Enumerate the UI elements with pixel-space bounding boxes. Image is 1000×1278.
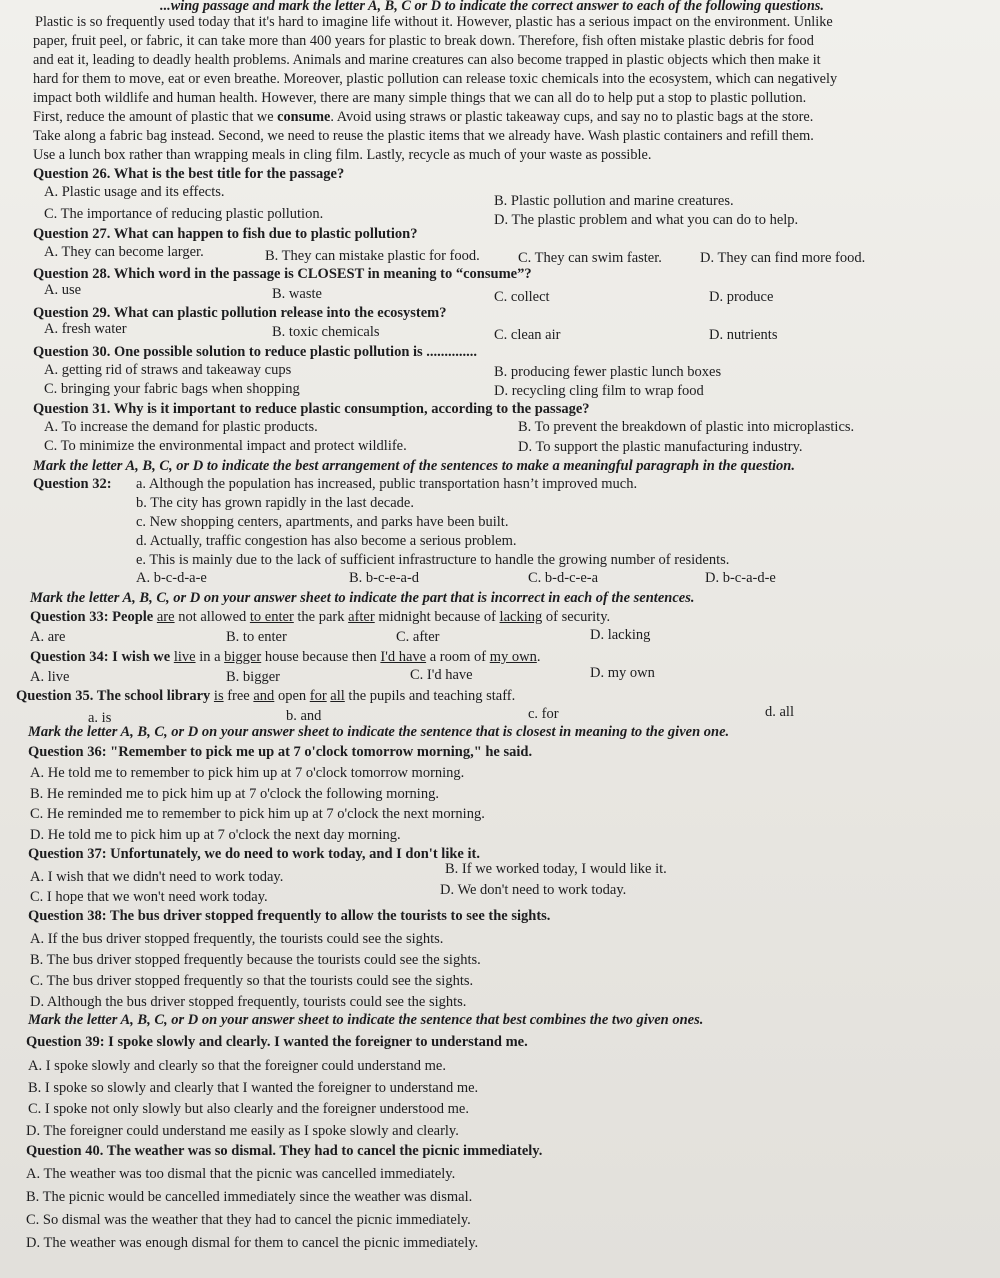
q35-option-a[interactable]: a. is xyxy=(88,710,112,726)
passage-line-6-pre: First, reduce the amount of plastic that we xyxy=(33,109,278,125)
question-36-stem: Question 36: "Remember to pick me up at 7 o'clock tomorrow morning," he said. xyxy=(28,744,533,760)
q27-option-b[interactable]: B. They can mistake plastic for food. xyxy=(265,248,480,264)
q29-option-a[interactable]: A. fresh water xyxy=(44,321,127,337)
question-40-stem: Question 40. The weather was so dismal. They had to cancel the picnic immediately. xyxy=(26,1143,543,1159)
passage-line-3: and eat it, leading to deadly health problems. Animals and marine creatures can also become trapped in plastic objects which then make it xyxy=(33,52,821,68)
passage-line-2: paper, fruit peel, or fabric, it can take more than 400 years for plastic to break down. Therefore, fish often mistake plastic debris for food xyxy=(33,33,814,49)
q28-option-b[interactable]: B. waste xyxy=(272,286,322,302)
q34-text-4: a room of xyxy=(426,649,490,665)
q33-option-d[interactable]: D. lacking xyxy=(590,627,651,643)
q29-option-d[interactable]: D. nutrients xyxy=(709,327,778,343)
q39-option-d[interactable]: D. The foreigner could understand me easily as I spoke slowly and clearly. xyxy=(26,1123,459,1139)
question-38-stem: Question 38: The bus driver stopped frequently to allow the tourists to see the sights. xyxy=(28,908,551,924)
q32-sentence-b: b. The city has grown rapidly in the last decade. xyxy=(136,495,414,511)
question-35-stem xyxy=(16,688,515,705)
passage-word-consume: consume xyxy=(277,109,331,125)
q34-option-b[interactable]: B. bigger xyxy=(226,669,280,685)
q40-option-d[interactable]: D. The weather was enough dismal for them to cancel the picnic immediately. xyxy=(26,1235,479,1251)
q30-option-b[interactable]: B. producing fewer plastic lunch boxes xyxy=(494,364,722,380)
question-29-stem: Question 29. What can plastic pollution release into the ecosystem? xyxy=(33,305,447,321)
q40-option-a[interactable]: A. The weather was too dismal that the picnic was cancelled immediately. xyxy=(26,1166,456,1182)
q38-option-d[interactable]: D. Although the bus driver stopped frequently, tourists could see the sights. xyxy=(30,994,467,1010)
q34-underline-a: live xyxy=(173,649,196,665)
q32-sentence-c: c. New shopping centers, apartments, and parks have been built. xyxy=(136,514,509,530)
q33-text-3: the park xyxy=(293,609,349,625)
q33-underline-b: to enter xyxy=(249,609,294,625)
q35-option-c[interactable]: c. for xyxy=(528,706,559,722)
passage-line-6-post: . Avoid using straws or plastic takeaway cups, and say no to plastic bags at the store. xyxy=(330,109,814,125)
q31-option-a[interactable]: A. To increase the demand for plastic products. xyxy=(44,419,318,435)
question-32-label: Question 32: xyxy=(33,476,112,492)
q34-option-d[interactable]: D. my own xyxy=(590,665,655,681)
q31-option-d[interactable]: D. To support the plastic manufacturing industry. xyxy=(518,439,803,455)
section-arrangement-instruction: Mark the letter A, B, C, or D to indicate the best arrangement of the sentences to make a meaningful paragraph in the question. xyxy=(33,458,795,474)
q33-text-1: Question 33: People xyxy=(30,609,157,625)
q30-option-c[interactable]: C. bringing your fabric bags when shopping xyxy=(44,381,300,397)
q38-option-a[interactable]: A. If the bus driver stopped frequently, the tourists could see the sights. xyxy=(30,931,444,947)
q35-underline-b: and xyxy=(253,688,275,704)
q35-option-b[interactable]: b. and xyxy=(286,708,322,724)
q30-option-d[interactable]: D. recycling cling film to wrap food xyxy=(494,383,704,399)
q33-option-a[interactable]: A. are xyxy=(30,629,66,645)
q28-option-c[interactable]: C. collect xyxy=(494,289,550,305)
q27-option-c[interactable]: C. They can swim faster. xyxy=(518,250,662,266)
passage-line-7: Take along a fabric bag instead. Second, we need to reuse the plastic items that we already have. Wash plastic containers and refill them. xyxy=(33,128,814,144)
q33-underline-c: after xyxy=(348,609,375,625)
q33-text-2: not allowed xyxy=(174,609,250,625)
q32-option-c[interactable]: C. b-d-c-e-a xyxy=(528,570,599,586)
question-33-stem xyxy=(30,609,610,626)
q33-text-4: midnight because of xyxy=(374,609,500,625)
q40-option-c[interactable]: C. So dismal was the weather that they had to cancel the picnic immediately. xyxy=(26,1212,471,1228)
q35-text-2: free xyxy=(223,688,254,704)
q33-option-b[interactable]: B. to enter xyxy=(226,629,287,645)
q34-text-5: . xyxy=(536,649,541,665)
question-39-stem: Question 39: I spoke slowly and clearly. I wanted the foreigner to understand me. xyxy=(26,1034,528,1050)
question-26-stem: Question 26. What is the best title for the passage? xyxy=(33,166,345,182)
q39-option-a[interactable]: A. I spoke slowly and clearly so that the foreigner could understand me. xyxy=(28,1058,446,1074)
q35-text-5: the pupils and teaching staff. xyxy=(344,688,516,704)
q35-underline-a: is xyxy=(213,688,224,704)
q36-option-a[interactable]: A. He told me to remember to pick him up at 7 o'clock tomorrow morning. xyxy=(30,765,465,781)
q27-option-a[interactable]: A. They can become larger. xyxy=(44,244,204,260)
q34-text-2: in a xyxy=(195,649,225,665)
q35-option-d[interactable]: d. all xyxy=(765,704,794,720)
q29-option-c[interactable]: C. clean air xyxy=(494,327,561,343)
question-27-stem: Question 27. What can happen to fish due to plastic pollution? xyxy=(33,226,418,242)
q36-option-c[interactable]: C. He reminded me to remember to pick him up at 7 o'clock the next morning. xyxy=(30,806,485,822)
q28-option-a[interactable]: A. use xyxy=(44,282,82,298)
passage-line-8: Use a lunch box rather than wrapping meals in cling film. Lastly, recycle as much of your waste as possible. xyxy=(33,147,652,163)
passage-instruction: ...wing passage and mark the letter A, B, C or D to indicate the correct answer to each of the following questions. xyxy=(160,0,824,14)
passage-line-4: hard for them to move, eat or even breathe. Moreover, plastic pollution can release toxic chemicals into the ecosystem, which can negatively xyxy=(33,71,838,87)
q34-option-a[interactable]: A. live xyxy=(30,669,70,685)
q30-option-a[interactable]: A. getting rid of straws and takeaway cups xyxy=(44,362,292,378)
passage-line-1: Plastic is so frequently used today that it's hard to imagine life without it. However, plastic has a serious impact on the environment. Unlike xyxy=(35,14,833,30)
question-30-stem: Question 30. One possible solution to reduce plastic pollution is .............. xyxy=(33,344,478,360)
q29-option-b[interactable]: B. toxic chemicals xyxy=(272,324,380,340)
q35-underline-c: for xyxy=(309,688,327,704)
q32-option-b[interactable]: B. b-c-e-a-d xyxy=(349,570,420,586)
q32-option-a[interactable]: A. b-c-d-a-e xyxy=(136,570,207,586)
q35-text-1: Question 35. The school library xyxy=(16,688,214,704)
q33-option-c[interactable]: C. after xyxy=(396,629,440,645)
q37-option-a[interactable]: A. I wish that we didn't need to work today. xyxy=(30,869,284,885)
passage-line-6 xyxy=(33,109,813,126)
q34-underline-d: my own xyxy=(489,649,537,665)
q34-text-1: Question 34: I wish we xyxy=(30,649,174,665)
q33-underline-d: lacking xyxy=(499,609,543,625)
q28-option-d[interactable]: D. produce xyxy=(709,289,774,305)
section-closest-meaning-instruction: Mark the letter A, B, C, or D on your answer sheet to indicate the sentence that is closest in meaning to the given one. xyxy=(28,724,730,740)
q35-text-3: open xyxy=(274,688,310,704)
q31-option-b[interactable]: B. To prevent the breakdown of plastic into microplastics. xyxy=(518,419,855,435)
q34-underline-c: I'd have xyxy=(380,649,427,665)
q32-sentence-e: e. This is mainly due to the lack of sufficient infrastructure to handle the growing number of residents. xyxy=(136,552,730,568)
q34-underline-b: bigger xyxy=(224,649,262,665)
q26-option-a[interactable]: A. Plastic usage and its effects. xyxy=(44,184,225,200)
q37-option-b[interactable]: B. If we worked today, I would like it. xyxy=(445,861,667,877)
q34-text-3: house because then xyxy=(261,649,381,665)
q39-option-b[interactable]: B. I spoke so slowly and clearly that I wanted the foreigner to understand me. xyxy=(28,1080,479,1096)
q32-sentence-a: a. Although the population has increased, public transportation hasn’t improved much. xyxy=(136,476,638,492)
q26-option-c[interactable]: C. The importance of reducing plastic pollution. xyxy=(44,206,324,222)
q33-text-5: of security. xyxy=(542,609,611,625)
q39-option-c[interactable]: C. I spoke not only slowly but also clearly and the foreigner understood me. xyxy=(28,1101,469,1117)
q32-sentence-d: d. Actually, traffic congestion has also become a serious problem. xyxy=(136,533,517,549)
q26-option-b[interactable]: B. Plastic pollution and marine creatures. xyxy=(494,193,734,209)
question-31-stem: Question 31. Why is it important to reduce plastic consumption, according to the passage? xyxy=(33,401,590,417)
question-34-stem xyxy=(30,649,540,666)
q26-option-d[interactable]: D. The plastic problem and what you can do to help. xyxy=(494,212,799,228)
q37-option-c[interactable]: C. I hope that we won't need work today. xyxy=(30,889,268,905)
q35-underline-d: all xyxy=(330,688,345,704)
question-28-stem: Question 28. Which word in the passage is CLOSEST in meaning to “consume”? xyxy=(33,266,532,282)
passage-line-5: impact both wildlife and human health. However, there are many simple things that we can all do to help put a stop to plastic pollution. xyxy=(33,90,807,106)
q37-option-d[interactable]: D. We don't need to work today. xyxy=(440,882,627,898)
q36-option-d[interactable]: D. He told me to pick him up at 7 o'clock the next day morning. xyxy=(30,827,401,843)
q32-option-d[interactable]: D. b-c-a-d-e xyxy=(705,570,776,586)
q38-option-b[interactable]: B. The bus driver stopped frequently because the tourists could see the sights. xyxy=(30,952,481,968)
q31-option-c[interactable]: C. To minimize the environmental impact and protect wildlife. xyxy=(44,438,407,454)
section-combine-instruction: Mark the letter A, B, C, or D on your answer sheet to indicate the sentence that best combines the two given ones. xyxy=(28,1012,704,1028)
q36-option-b[interactable]: B. He reminded me to pick him up at 7 o'clock the following morning. xyxy=(30,786,439,802)
q34-option-c[interactable]: C. I'd have xyxy=(410,667,473,683)
question-37-stem: Question 37: Unfortunately, we do need to work today, and I don't like it. xyxy=(28,846,480,862)
q38-option-c[interactable]: C. The bus driver stopped frequently so that the tourists could see the sights. xyxy=(30,973,474,989)
section-incorrect-part-instruction: Mark the letter A, B, C, or D on your answer sheet to indicate the part that is incorrect in each of the sentences. xyxy=(30,590,695,606)
q27-option-d[interactable]: D. They can find more food. xyxy=(700,250,866,266)
q40-option-b[interactable]: B. The picnic would be cancelled immediately since the weather was dismal. xyxy=(26,1189,473,1205)
q33-underline-a: are xyxy=(156,609,175,625)
